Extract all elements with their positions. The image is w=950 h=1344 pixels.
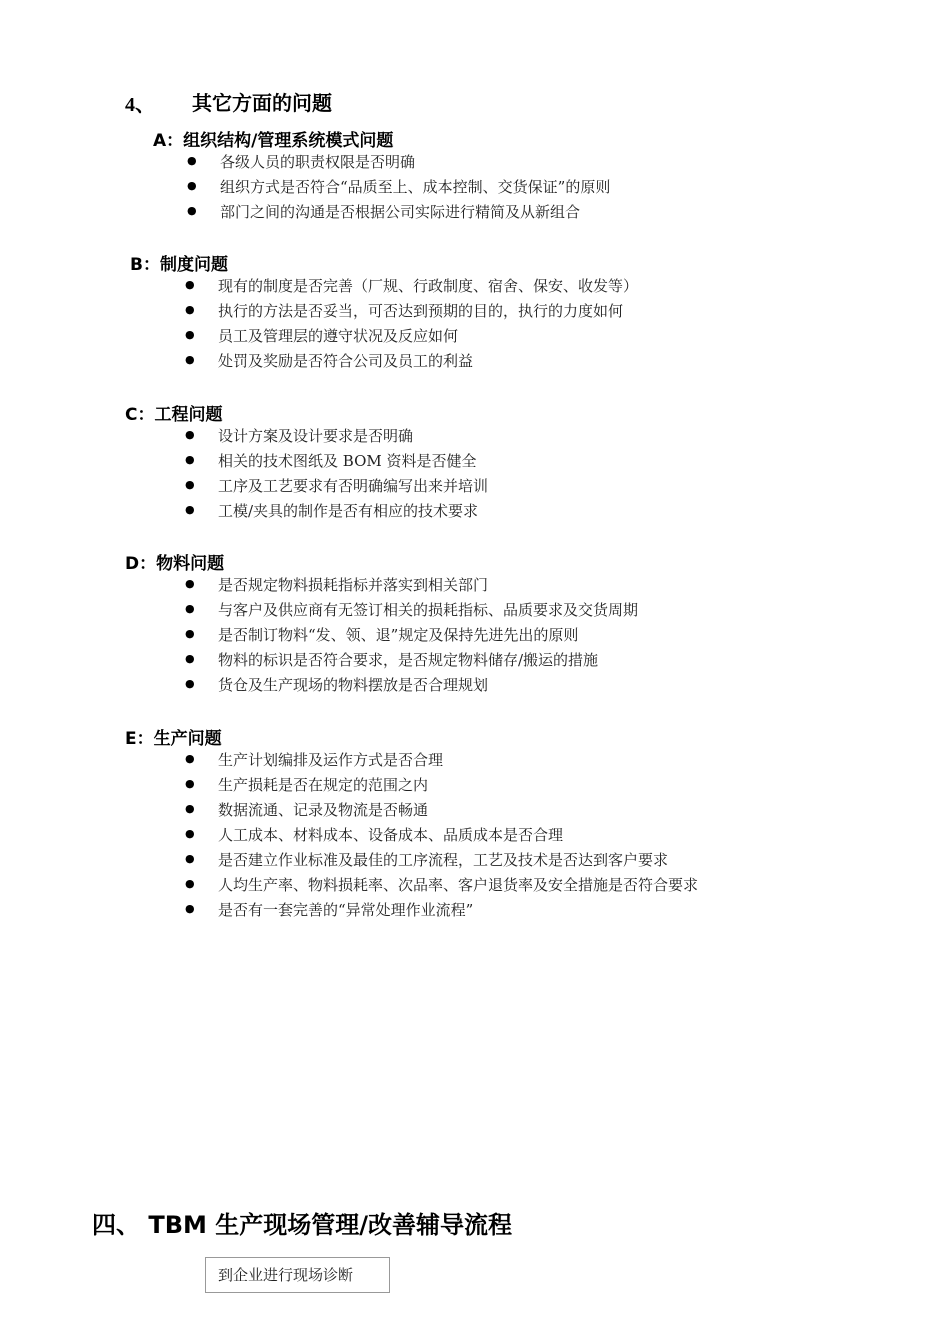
list-item: 人均生产率、物料损耗率、次品率、客户退货率及安全措施是否符合要求: [218, 876, 699, 894]
bullet-icon: ●: [185, 777, 195, 790]
section-title: 其它方面的问题: [192, 91, 332, 115]
flow-step-label: 到企业进行现场诊断: [218, 1266, 354, 1284]
list-item: 是否建立作业标准及最佳的工序流程，工艺及技术是否达到客户要求: [218, 851, 669, 869]
group-heading: B：制度问题: [130, 255, 228, 275]
bullet-icon: ●: [185, 827, 195, 840]
list-item: 执行的方法是否妥当，可否达到预期的目的，执行的力度如何: [218, 302, 624, 320]
section-four-title: 四、 TBM 生产现场管理/改善辅导流程: [92, 1211, 513, 1239]
list-item: 与客户及供应商有无签订相关的损耗指标、品质要求及交货周期: [218, 601, 639, 619]
bullet-icon: ●: [187, 154, 197, 167]
bullet-icon: ●: [185, 852, 195, 865]
bullet-icon: ●: [185, 503, 195, 516]
list-item: 现有的制度是否完善（厂规、行政制度、宿舍、保安、收发等）: [218, 277, 639, 295]
list-item: 相关的技术图纸及 BOM 资料是否健全: [218, 452, 477, 470]
bullet-icon: ●: [185, 677, 195, 690]
bullet-icon: ●: [185, 752, 195, 765]
bullet-icon: ●: [185, 877, 195, 890]
bullet-icon: ●: [185, 453, 195, 466]
list-item: 员工及管理层的遵守状况及反应如何: [218, 327, 459, 345]
group-heading: A：组织结构/管理系统模式问题: [153, 131, 394, 151]
list-item: 生产损耗是否在规定的范围之内: [218, 776, 429, 794]
list-item: 部门之间的沟通是否根据公司实际进行精简及从新组合: [220, 203, 581, 221]
group-heading: D：物料问题: [125, 554, 225, 574]
bullet-icon: ●: [185, 328, 195, 341]
flow-step-box: [205, 1257, 390, 1293]
bullet-icon: ●: [187, 179, 197, 192]
group-heading: E：生产问题: [125, 729, 222, 749]
list-item: 是否有一套完善的“异常处理作业流程”: [218, 901, 474, 919]
list-item: 是否制订物料“发、领、退”规定及保持先进先出的原则: [218, 626, 579, 644]
bullet-icon: ●: [185, 303, 195, 316]
list-item: 数据流通、记录及物流是否畅通: [218, 801, 429, 819]
list-item: 各级人员的职责权限是否明确: [220, 153, 416, 171]
bullet-icon: ●: [185, 602, 195, 615]
list-item: 组织方式是否符合“品质至上、成本控制、交货保证”的原则: [220, 178, 611, 196]
bullet-icon: ●: [185, 652, 195, 665]
bullet-icon: ●: [187, 204, 197, 217]
bullet-icon: ●: [185, 278, 195, 291]
list-item: 工序及工艺要求有否明确编写出来并培训: [218, 477, 489, 495]
list-item: 人工成本、材料成本、设备成本、品质成本是否合理: [218, 826, 564, 844]
list-item: 设计方案及设计要求是否明确: [218, 427, 414, 445]
list-item: 工模/夹具的制作是否有相应的技术要求: [218, 502, 479, 520]
bullet-icon: ●: [185, 627, 195, 640]
list-item: 生产计划编排及运作方式是否合理: [218, 751, 444, 769]
bullet-icon: ●: [185, 902, 195, 915]
section-number: 4、: [125, 94, 155, 116]
bullet-icon: ●: [185, 802, 195, 815]
bullet-icon: ●: [185, 428, 195, 441]
list-item: 货仓及生产现场的物料摆放是否合理规划: [218, 676, 489, 694]
group-heading: C：工程问题: [125, 405, 223, 425]
bullet-icon: ●: [185, 577, 195, 590]
list-item: 处罚及奖励是否符合公司及员工的利益: [218, 352, 474, 370]
list-item: 是否规定物料损耗指标并落实到相关部门: [218, 576, 489, 594]
bullet-icon: ●: [185, 353, 195, 366]
bullet-icon: ●: [185, 478, 195, 491]
list-item: 物料的标识是否符合要求，是否规定物料储存/搬运的措施: [218, 651, 599, 669]
